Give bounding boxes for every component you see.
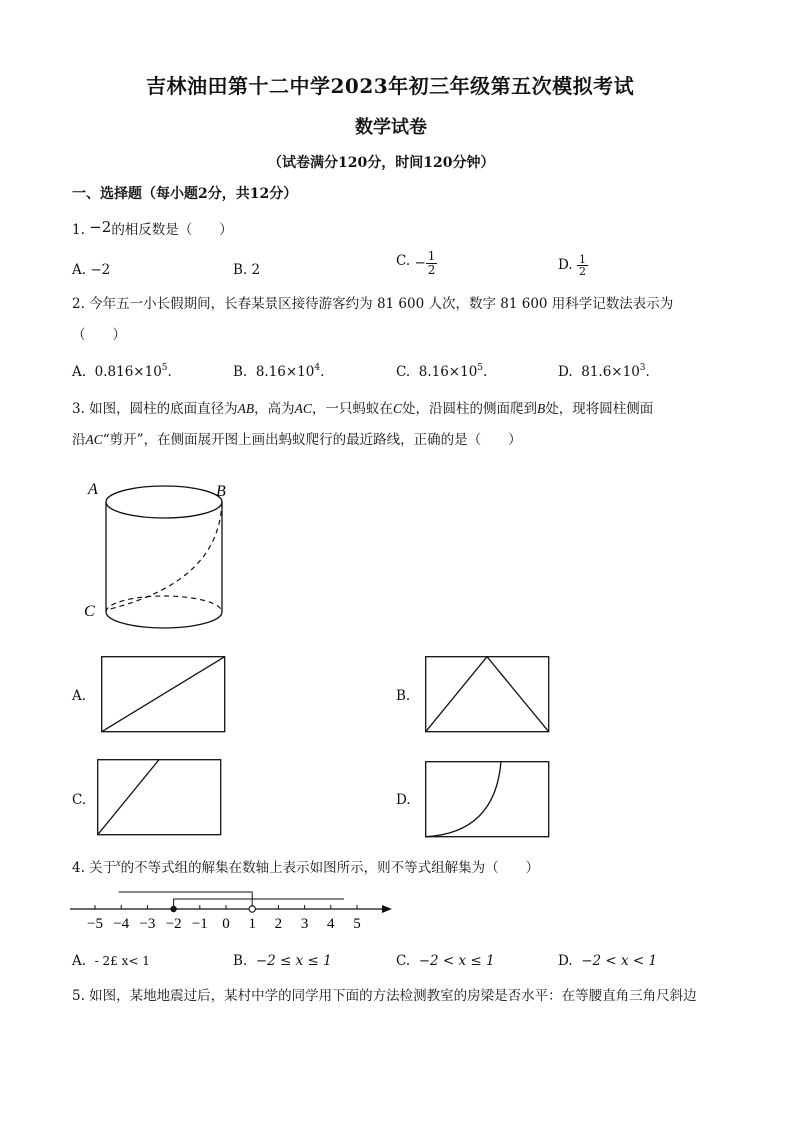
q1-option-a[interactable] xyxy=(72,262,110,278)
q1-option-d[interactable] xyxy=(558,254,588,277)
option-label: A. xyxy=(72,953,87,969)
closed-point xyxy=(170,906,176,912)
question-1 xyxy=(72,218,233,241)
point-c-label: C xyxy=(84,603,95,620)
fraction xyxy=(577,254,588,277)
option-label: A. xyxy=(72,364,87,380)
path-curve xyxy=(426,762,501,837)
unfolded-rect xyxy=(98,760,221,835)
q3-option-c-label[interactable]: C. xyxy=(72,792,87,808)
path-line xyxy=(98,760,159,835)
option-end: . xyxy=(483,364,488,380)
option-exponent: 4 xyxy=(314,363,321,373)
option-text: - 2£ x< 1 xyxy=(94,954,150,968)
option-label: A. xyxy=(72,262,87,278)
q1-option-b[interactable] xyxy=(233,262,260,278)
option-base: 8.16×10 xyxy=(255,364,315,380)
option-exponent: 3 xyxy=(639,363,646,373)
option-label: C. xyxy=(396,953,411,969)
text: 4. 关于 xyxy=(72,860,117,876)
tick-label: −2 xyxy=(165,916,182,932)
question-4 xyxy=(72,857,539,879)
text: 处，沿圆柱的侧面爬到 xyxy=(401,401,537,417)
text: 沿 xyxy=(72,432,86,448)
text: ，一只蚂蚁在 xyxy=(311,401,393,417)
solution-bracket-right xyxy=(119,892,253,909)
option-end: . xyxy=(320,364,325,380)
axis-arrow-icon xyxy=(382,905,392,913)
open-point xyxy=(249,906,255,912)
tick-label: 1 xyxy=(248,916,256,932)
q3-option-c-figure[interactable] xyxy=(97,759,223,837)
q2-option-c[interactable] xyxy=(396,364,487,380)
math-ab: AB xyxy=(237,401,255,416)
option-end: . xyxy=(645,364,650,380)
question-3-line-1 xyxy=(72,398,653,420)
q3-option-a-figure[interactable] xyxy=(101,656,227,734)
q4-option-c[interactable] xyxy=(396,953,495,969)
text: ，高为 xyxy=(254,401,295,417)
exam-title: 吉林油田第十二中学2023年初三年级第五次模拟考试 xyxy=(146,74,635,98)
q2-option-d[interactable] xyxy=(558,364,650,380)
option-sign: − xyxy=(414,255,426,271)
denominator: 2 xyxy=(427,263,436,277)
q3-option-d-label[interactable]: D. xyxy=(396,792,411,808)
text: 处，现将圆柱侧面 xyxy=(545,401,654,417)
option-label: D. xyxy=(558,364,573,380)
tick-label: 5 xyxy=(353,916,361,932)
option-label: D. xyxy=(558,953,573,969)
numerator: 1 xyxy=(427,249,436,263)
cylinder-figure xyxy=(78,472,248,642)
math-ac: AC xyxy=(85,432,103,447)
option-label: B. xyxy=(233,364,248,380)
unfolded-rect xyxy=(426,762,549,837)
tick-label: −3 xyxy=(139,916,156,932)
tick-label: 2 xyxy=(274,916,283,932)
option-label: D. xyxy=(558,257,573,273)
solution-bracket-left xyxy=(174,899,344,909)
option-text: −2 < x < 1 xyxy=(581,953,658,969)
denominator: 2 xyxy=(578,265,586,278)
path-line xyxy=(102,657,225,732)
option-text: 2 xyxy=(251,262,261,278)
q3-option-b-figure[interactable] xyxy=(425,656,551,734)
q1-option-c[interactable] xyxy=(396,250,437,277)
q4-option-d[interactable] xyxy=(558,953,657,969)
tick-label: 0 xyxy=(222,916,230,932)
text: “剪开”，在侧面展开图上画出蚂蚁爬行的最近路线，正确的是（ ） xyxy=(102,432,522,448)
option-base: 81.6×10 xyxy=(581,364,640,380)
q2-option-b[interactable] xyxy=(233,364,324,380)
tick-label: 4 xyxy=(327,916,335,932)
option-label: C. xyxy=(396,364,411,380)
q3-option-d-figure[interactable] xyxy=(425,761,551,839)
q1-expression: −2 xyxy=(89,218,112,236)
question-2-line-1: 2. 今年五一小长假期间，长春某景区接待游客约为 81 600 人次，数字 81 600 用科学记数法表示为 xyxy=(72,296,674,312)
math-b: B xyxy=(536,401,546,416)
option-base: 8.16×10 xyxy=(418,364,478,380)
top-ellipse xyxy=(106,486,222,518)
point-b-label: B xyxy=(216,483,226,500)
paper-note: （试卷满分120分，时间120分钟） xyxy=(268,155,495,171)
text: 的不等式组的解集在数轴上表示如图所示，则不等式组解集为（ ） xyxy=(120,860,540,876)
tick-label: −1 xyxy=(191,916,208,932)
math-c: C xyxy=(392,401,402,416)
option-label: B. xyxy=(233,953,248,969)
question-3-line-2 xyxy=(72,429,522,451)
number-line-figure xyxy=(70,885,396,935)
tick-label: 3 xyxy=(300,916,309,932)
text: 3. 如图，圆柱的底面直径为 xyxy=(72,401,238,417)
option-base: 0.816×10 xyxy=(94,364,162,380)
question-5: 5. 如图，某地地震过后，某村中学的同学用下面的方法检测教室的房梁是否水平：在等腰直角三角尺斜边 xyxy=(72,988,697,1004)
paper-subtitle: 数学试卷 xyxy=(355,117,427,138)
q3-option-a-label[interactable]: A. xyxy=(72,688,87,704)
unfolded-rect xyxy=(426,657,549,732)
option-end: . xyxy=(167,364,172,380)
math-ac: AC xyxy=(294,401,312,416)
numerator: 1 xyxy=(578,253,586,266)
bottom-back-arc xyxy=(106,596,222,612)
section-heading: 一、选择题（每小题2分，共12分） xyxy=(72,186,298,202)
option-label: B. xyxy=(233,262,248,278)
option-text: −2 < x ≤ 1 xyxy=(418,953,495,969)
question-2-line-2: （ ） xyxy=(72,327,126,343)
fraction xyxy=(426,250,438,277)
tick-label: −5 xyxy=(87,916,103,932)
option-exponent: 5 xyxy=(477,363,484,373)
bottom-front-arc xyxy=(106,612,222,628)
q1-text: 的相反数是（ ） xyxy=(111,222,233,238)
option-text: −2 xyxy=(90,262,111,278)
path-line xyxy=(426,657,549,732)
point-a-label: A xyxy=(88,481,98,498)
option-label: C. xyxy=(396,253,411,269)
q4-option-b[interactable] xyxy=(233,953,332,969)
question-number: 1. xyxy=(72,222,85,238)
tick-label: −4 xyxy=(113,916,130,932)
math-x: x xyxy=(116,858,121,869)
q4-option-a[interactable] xyxy=(72,953,150,969)
q3-option-b-label[interactable]: B. xyxy=(396,688,411,704)
option-exponent: 5 xyxy=(161,363,168,373)
q2-option-a[interactable] xyxy=(72,364,172,380)
option-text: −2 ≤ x ≤ 1 xyxy=(255,953,332,969)
